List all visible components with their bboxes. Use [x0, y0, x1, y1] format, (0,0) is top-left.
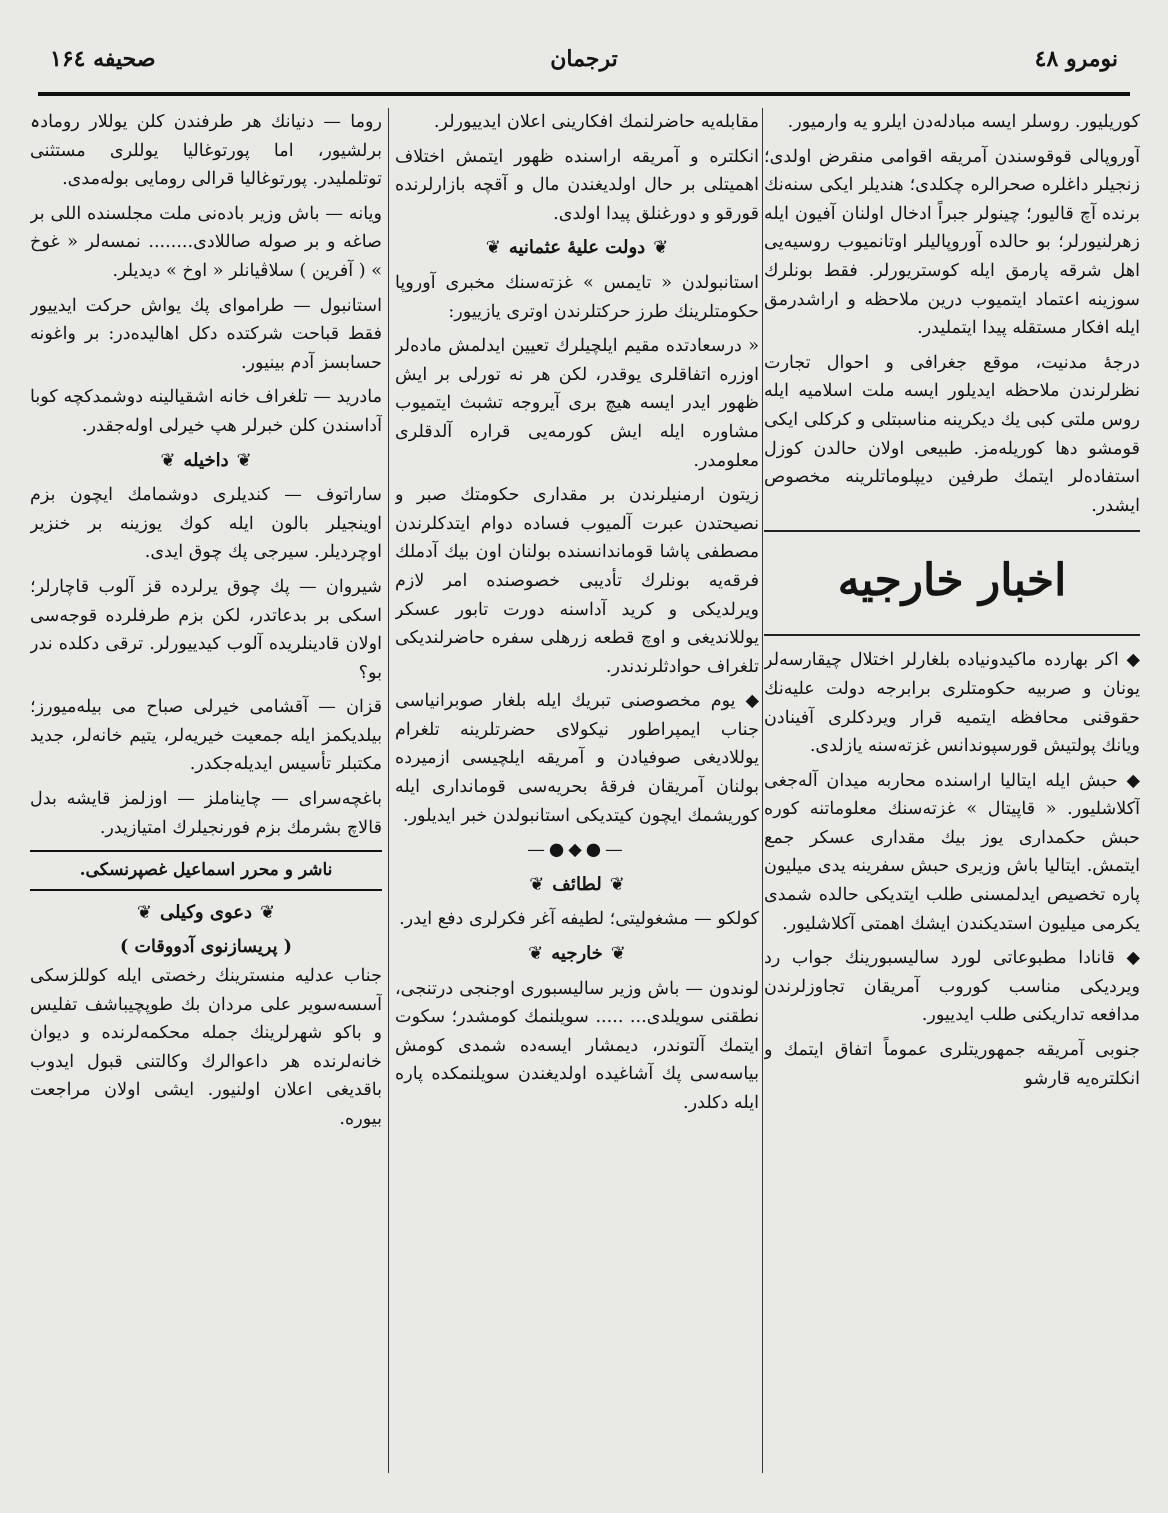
paragraph: آوروپالی قوقوسندن آمریقه اقوامی منقرض اولدی؛ زنجیلر داغلره صحرالره چکلدی؛ هندیلر ایکی سنه‌نك برنده آچ قالیور؛ چینولر جبراً ادخال اولنان آفیون ایله زهرلنیورلر؛ بو حالده آوروپالیلر اوتانمیوب روسیه‌یی اهل شرقه پارمق ایله کوستریورلر. فقط بونلرك سوزینه اعتماد ایتمیوب درین ملاحظه و اراشدرمق ایله افکار مستقله پیدا ایتملیدر.	[764, 146, 1140, 339]
paragraph: کولکو — مشغولیتی؛ لطیفه آغر فکرلری دفع ایدر.	[399, 909, 759, 930]
paragraph: روما — دنیانك هر طرفندن کلن یوللار رومادہ برلشیور، اما پورتوغالیا یوللری مستثنی توتلملیدر. پورتوغالیا قرالی رومایی بوله‌مدی.	[30, 112, 382, 190]
newspaper-title: ترجمان	[550, 46, 618, 72]
paragraph: مادرید — تلغراف خانه اشقیالینه دوشمدکچه کوبا آداسندن کلن خبرلر هپ خیرلی اوله‌جقدر.	[30, 387, 382, 436]
section-heading-domestic: ❦ داخیله ❦	[30, 447, 382, 476]
paragraph: لوندون — باش وزیر سالیسبوری اوجنجی درتنجی، نطقنی سویلدی... ..... سویلنمك کومشدر؛ سکوت ایتمك آلتوندر، دیمشار ایسه‌ده شمدی کومش بیاسه‌سی پك آشاغیده اولدیغندن سویلنمکده پاره ایله دکلدر.	[395, 978, 759, 1113]
issue-number: نومرو ٤۸	[1034, 46, 1118, 72]
paragraph: شیروان — پك چوق یرلرده قز آلوب قاچارلر؛ اسکی بر بدعاتدر، لکن بزم طرفلرده قوجه‌سی اولان قادینلریده آلوب کیدییورلر. ترقی دکلده ندر بو؟	[30, 576, 382, 683]
paragraph: ساراتوف — کندیلری دوشمامك ایچون بزم اوینجیلر بالون ایله کوك یوزینه بر خنزیر اوچردیلر. سیرجی پك چوق ایدی.	[30, 485, 382, 563]
paragraph: جنوبی آمریقه جمهوریتلری عموماً اتفاق ایتمك و انکلتره‌یه قارشو	[764, 1040, 1140, 1089]
paragraph: قزان — آقشامی خیرلی صباح می بیله‌میورز؛ بیلدیکمز ایله جمعیت خیریه‌لر، یتیم خانه‌لر، جدید مکتبلر تأسیس ایدیله‌جکدر.	[30, 697, 382, 775]
masthead	[40, 38, 1128, 92]
paragraph: درجهٔ مدنیت، موقع جغرافی و احوال تجارت نظرلرندن ملاحظه ایدیلور ایسه ملت اسلامیه ایله روس ملتی کبی یك دیکرینه مناسبتلی و کرکلی ایکی قومشو دها کوریله‌مز. طبیعی اولان حالدن کوزل استفاده‌لر ایتمك طرفین دیپلوماتلرینه مخصوص ایشدر.	[764, 352, 1140, 516]
paragraph: ◆ اکر بهارده ماکیدونیاده بلغارلر اختلال چیقارسه‌لر یونان و صربیه حکومتلری برابرجه دولت علیه‌نك حقوقنی محافظه ایتمیه قرار ویردکلری آفینادن ویانك پولتیش قورسپوندانس غزته‌سنه یازلدی.	[764, 650, 1140, 757]
page-number: صحیفه ۱۶٤	[50, 46, 156, 72]
paragraph: ◆ حبش ایله ایتالیا اراسنده محاربه میدان آله‌جغی آکلاشلیور. « قاپیتال » غزته‌سنك معلوماتنه کوره حبش حکمداری یوز بیك مقداری عسکر جمع ایتمش. ایتالیا باش وزیری حبش سفرینه یدی میلیون پاره تخصیص ایدلمسنی طلب ایتدیکی حالده شمدی یکرمی میلیون استدیکندن ایشك اهمتی آکلاشلیور.	[764, 770, 1140, 934]
paragraph: استانبولدن « تایمس » غزته‌سنك مخبری آوروپا حکومتلرینك طرز حرکتلرندن اوتری یازییور:	[395, 272, 759, 322]
paragraph: انکلتره و آمریقه اراسنده ظهور ایتمش اختلاف اهمیتلی بر حال اولدیغندن مال و آقچه بازارلرنده قورقو و دورغنلق پیدا اولدی.	[395, 146, 759, 224]
paragraph: کوریلیور. روسلر ایسه مبادله‌دن ایلرو یه وارمیور.	[787, 112, 1140, 132]
column-divider	[762, 108, 763, 1473]
paragraph: مقابله‌یه حاضرلنمك افکارینی اعلان ایدییورلر.	[433, 112, 759, 132]
paragraph: باغچه‌سرای — چایناملز — اوزلمز قایشه بدل قالاچ بشرمك بزم فورنجیلرك امتیازیدر.	[30, 789, 382, 838]
paragraph: ویانه — باش وزیر باده‌نی ملت مجلسنده اللی بر صاغه و بر صوله صاللادی........ نمسه‌لر « غوخ » ( آفرین ) سلاڤیانلر « اوخ » دیدیلر.	[30, 203, 382, 281]
section-heading-humor: ❦ لطائف ❦	[395, 871, 759, 900]
column-divider	[388, 108, 389, 1473]
section-heading-lawyer: ❦ دعوی وکیلی ❦	[30, 899, 382, 928]
paragraph: ◆ قانادا مطبوعاتی لورد سالیسبورینك جواب رد ویردیکی مناسب کوروب آمریقان تجاوزلرندن مدافعه تداریکنی طلب ایدییور.	[764, 948, 1140, 1026]
paragraph: ◆ یوم مخصوصنی تبریك ایله بلغار صوبرانیاسی جناب ایمپراطور نیکولای حضرتلرینه تلغرام یوللادیغی صوفیادن و آمریقه ایلچیسی ازمیرده بولنان آمریقان فرقهٔ بحریه‌سی قومانداری ایله کوریشمك ایچون کیتدیکی استانبولدن خبر ایدیلور.	[395, 691, 759, 826]
section-heading-foreign: ❦ خارجیه ❦	[395, 940, 759, 969]
ornament-divider: —●◆●—	[527, 840, 627, 861]
paragraph: استانبول — طراموای پك یواش حرکت ایدییور فقط قباحت شرکتده دکل اهالیده‌در: بر واغونه حسابسز آدم بینیور.	[30, 295, 382, 373]
publisher-line: ناشر و محرر اسماعیل غصپرنسکی.	[30, 850, 382, 891]
paragraph: « درسعادتده مقیم ایلچیلرك تعیین ایدلمش ماده‌لر اوزره اتفاقلری یوقدر، لکن هر نه تورلی بر ایش ظهور ایدر ایسه هیچ بری آیروجه تشبث ایتمیوب مشاوره ایله ایش کورمه‌یی قراره آلدقلری معلومدر.	[395, 336, 759, 471]
subheading: ( پریسازنوی آدووقات )	[120, 936, 292, 958]
divider	[764, 530, 1140, 532]
divider	[764, 634, 1140, 636]
column-middle	[395, 108, 759, 1493]
column-right	[764, 108, 1140, 1493]
paragraph: زیتون ارمنیلرندن بر مقداری حکومتك صبر و نصیحتدن عبرت آلمیوب فساده دوام ایتدکلرندن مصطفی پاشا قوماندانسنده بولنان اون بیك آدملك فرقه‌یه بونلرك تأدیبی خصوصنده امر لازم ویرلدیکی و کرید آداسنه دورت تابور عسکر یوللاندیغی و اوچ قطعه زرهلی سفره حاضرلندیکی تلغراف حوادثلرندندر.	[395, 485, 759, 677]
section-heading-foreign-news: اخبار خارجیه	[837, 555, 1067, 607]
column-left	[30, 108, 382, 1493]
paragraph: جناب عدلیه منسترینك رخصتی ایله کوللزسکی آسسه‌سویر علی مردان بك طوپچیباشف تفلیس و باکو شهرلرینك جمله محکمه‌لرنده و دیوان خانه‌لرنده هر داعوالرك وکالتنی قبول ایدوب باقدیغی اعلان اولنیور. ایشی اولان مراجعت بیوره.	[30, 966, 382, 1129]
header-rule	[38, 92, 1130, 96]
section-heading-ottoman: ❦ دولت علیهٔ عثمانیه ❦	[395, 234, 759, 263]
